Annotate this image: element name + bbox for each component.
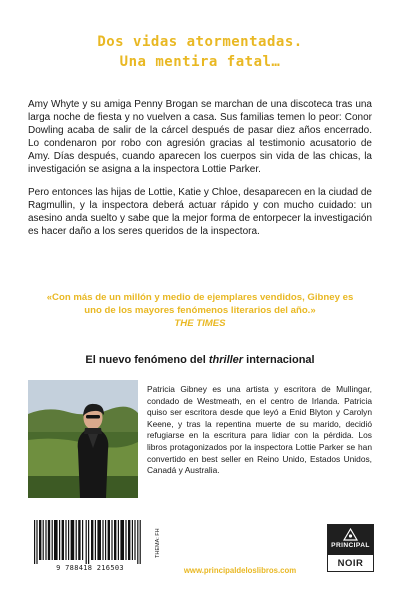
tagline-line-2: Una mentira fatal… bbox=[119, 54, 281, 70]
series-subtitle bbox=[0, 354, 400, 366]
publisher-logo-top bbox=[328, 525, 373, 555]
press-quote-source: THE TIMES bbox=[174, 318, 226, 329]
isbn-barcode bbox=[28, 518, 152, 570]
logo-emblem-icon bbox=[328, 526, 373, 542]
subtitle-text-start: El nuevo fenómeno del bbox=[85, 354, 209, 366]
barcode-graphic bbox=[28, 518, 152, 564]
author-portrait-illustration bbox=[28, 380, 138, 498]
author-bio: Patricia Gibney es una artista y escritora de Mullingar, condado de Westmeath, en el centro de Irlanda. Patricia quiso ser escritora desde que leyó a Enid Blyton y Carolyn Keene, y tras la repentina muerte de su marido, decidió refugiarse en la escritura para lidiar con la pérdida. Los libros protagonizados por la inspectora Lottie Parker se han convertido en best seller en Reino Unido, Estados Unidos, Canadá y Australia. bbox=[147, 384, 372, 476]
press-quote bbox=[40, 292, 360, 331]
press-quote-text: «Con más de un millón y medio de ejemplares vendidos, Gibney es uno de los mayores fenómenos literarios del año.» bbox=[46, 292, 354, 316]
author-photo bbox=[28, 380, 138, 498]
thema-code: THEMA: FH bbox=[155, 528, 161, 558]
publisher-imprint: NOIR bbox=[337, 558, 364, 569]
synopsis bbox=[28, 98, 372, 247]
publisher-logo bbox=[327, 524, 374, 572]
isbn-digits: 9 788418 216503 bbox=[56, 564, 124, 572]
subtitle-text-end: internacional bbox=[243, 354, 315, 366]
synopsis-paragraph-2: Pero entonces las hijas de Lottie, Katie y Chloe, desaparecen en la ciudad de Ragmullin, y la inspectora deberá actuar rápido y con mucho cuidado: un asesino anda suelto y sabe que la mejor forma de entorpecer la investigación es hacer daño a los seres queridos de la inspectora. bbox=[28, 186, 372, 237]
tagline bbox=[0, 32, 400, 72]
publisher-name: PRINCIPAL bbox=[331, 542, 370, 549]
synopsis-paragraph-1: Amy Whyte y su amiga Penny Brogan se marchan de una discoteca tras una larga noche de fiesta y no vuelven a casa. Sus familias temen lo peor: Conor Dowling acaba de salir de la cárcel después de pasar diez años encerrado. Lo condenaron por robo con agresión gracias al testimonio acusatorio de Amy. Días después, cuando aparecen los cuerpos sin vida de las chicas, la investigación se asigna a la inspectora Lottie Parker. bbox=[28, 99, 372, 176]
tagline-line-1: Dos vidas atormentadas. bbox=[97, 34, 303, 50]
publisher-website[interactable]: www.principaldeloslibros.com bbox=[183, 566, 297, 575]
subtitle-text-emphasis: thriller bbox=[208, 354, 244, 366]
